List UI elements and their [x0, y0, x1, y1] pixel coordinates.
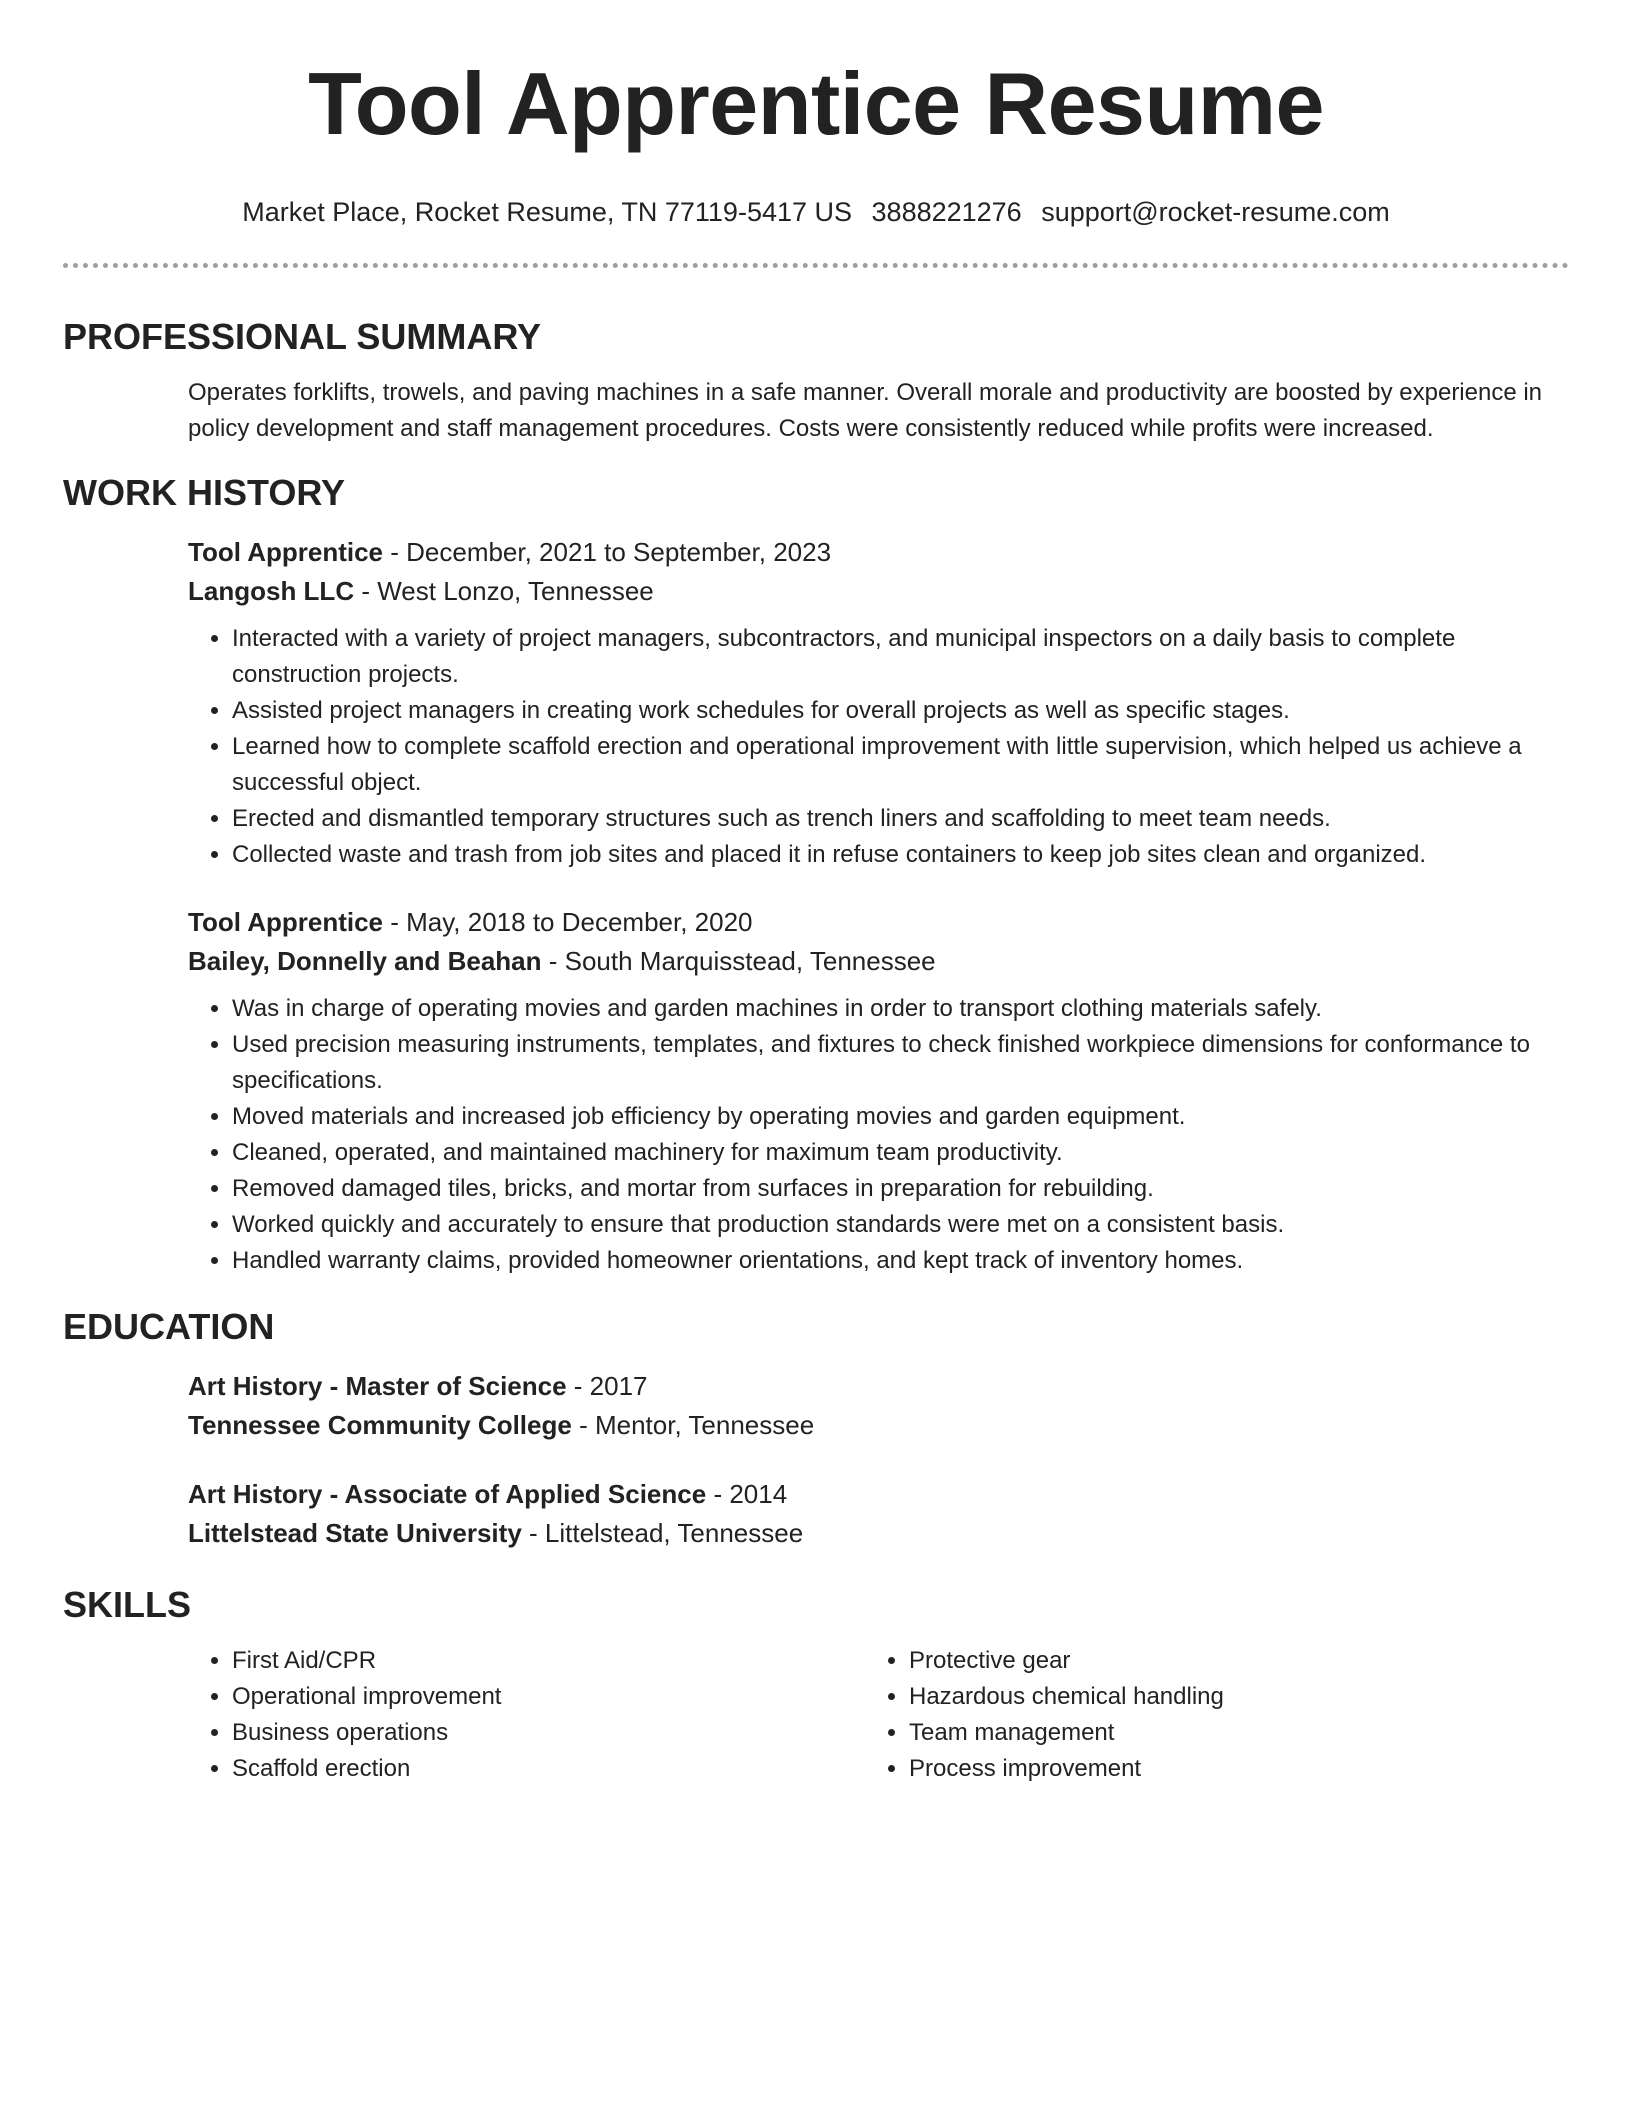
header-divider: [63, 263, 1569, 268]
list-item: • Cleaned, operated, and maintained machinery for maximum team productivity.: [232, 1135, 1569, 1171]
education-entry: [188, 1367, 1569, 1445]
list-item: • Assisted project managers in creating work schedules for overall projects as well as specific stages.: [232, 693, 1569, 729]
job-company-line: [188, 942, 1569, 981]
school-name: Tennessee Community College: [188, 1410, 572, 1440]
list-item: • Interacted with a variety of project managers, subcontractors, and municipal inspectors on a daily basis to complete construction projects.: [232, 621, 1569, 693]
work-history-heading: WORK HISTORY: [63, 472, 346, 513]
school-line: [188, 1514, 1569, 1553]
job-company: Langosh LLC: [188, 576, 355, 606]
job-company-line: [188, 572, 1569, 611]
list-item: • Handled warranty claims, provided homeowner orientations, and kept track of inventory homes.: [232, 1243, 1569, 1279]
skills-column-left: [188, 1643, 865, 1787]
degree-year: - 2017: [573, 1371, 648, 1401]
list-item: • Scaffold erection: [232, 1751, 865, 1787]
job-title-line: [188, 903, 1569, 942]
list-item: • Operational improvement: [232, 1679, 865, 1715]
list-item: • First Aid/CPR: [232, 1643, 865, 1679]
contact-email: support@rocket-resume.com: [1041, 197, 1390, 227]
summary-heading: PROFESSIONAL SUMMARY: [63, 316, 542, 357]
skills-section: [188, 1643, 1569, 1787]
job-bullets: [188, 621, 1569, 873]
degree-name: Art History - Master of Science: [188, 1371, 567, 1401]
degree-year: - 2014: [713, 1479, 788, 1509]
job-title: Tool Apprentice: [188, 907, 383, 937]
job-dates: - December, 2021 to September, 2023: [390, 537, 832, 567]
job-dates: - May, 2018 to December, 2020: [390, 907, 753, 937]
job-company: Bailey, Donnelly and Beahan: [188, 946, 542, 976]
list-item: • Removed damaged tiles, bricks, and mortar from surfaces in preparation for rebuilding.: [232, 1171, 1569, 1207]
education-heading: EDUCATION: [63, 1306, 275, 1347]
job-location: - South Marquisstead, Tennessee: [548, 946, 936, 976]
list-item: • Erected and dismantled temporary structures such as trench liners and scaffolding to meet team needs.: [232, 801, 1569, 837]
job-title-line: [188, 533, 1569, 572]
contact-phone: 3888221276: [871, 197, 1022, 227]
school-location: - Mentor, Tennessee: [579, 1410, 815, 1440]
school-location: - Littelstead, Tennessee: [529, 1518, 804, 1548]
skills-column-right: [865, 1643, 1542, 1787]
list-item: • Team management: [909, 1715, 1542, 1751]
list-item: • Collected waste and trash from job sites and placed it in refuse containers to keep job sites clean and organized.: [232, 837, 1569, 873]
summary-text: Operates forklifts, trowels, and paving machines in a safe manner. Overall morale and productivity are boosted by experience in policy development and staff management procedures. Costs were consistently reduced while profits were increased.: [188, 379, 1543, 442]
contact-line: [63, 194, 1569, 230]
list-item: • Process improvement: [909, 1751, 1542, 1787]
list-item: • Worked quickly and accurately to ensure that production standards were met on a consistent basis.: [232, 1207, 1569, 1243]
degree-line: [188, 1475, 1569, 1514]
job-title: Tool Apprentice: [188, 537, 383, 567]
education-entry: [188, 1475, 1569, 1553]
list-item: • Moved materials and increased job efficiency by operating movies and garden equipment.: [232, 1099, 1569, 1135]
resume-title: Tool Apprentice Resume: [308, 54, 1324, 153]
skills-list-right: [865, 1643, 1542, 1787]
summary-section: [188, 375, 1569, 447]
job-bullets: [188, 991, 1569, 1279]
job-entry: [188, 903, 1569, 1279]
list-item: • Protective gear: [909, 1643, 1542, 1679]
list-item: • Used precision measuring instruments, templates, and fixtures to check finished workpiece dimensions for conformance to specifications.: [232, 1027, 1569, 1099]
job-entry: [188, 533, 1569, 873]
school-name: Littelstead State University: [188, 1518, 522, 1548]
list-item: • Was in charge of operating movies and garden machines in order to transport clothing materials safely.: [232, 991, 1569, 1027]
skills-list-left: [188, 1643, 865, 1787]
list-item: • Business operations: [232, 1715, 865, 1751]
list-item: • Hazardous chemical handling: [909, 1679, 1542, 1715]
contact-address: Market Place, Rocket Resume, TN 77119-5417 US: [242, 197, 853, 227]
list-item: • Learned how to complete scaffold erection and operational improvement with little supervision, which helped us achieve a successful object.: [232, 729, 1569, 801]
skills-heading: SKILLS: [63, 1584, 192, 1625]
school-line: [188, 1406, 1569, 1445]
degree-name: Art History - Associate of Applied Science: [188, 1479, 707, 1509]
degree-line: [188, 1367, 1569, 1406]
job-location: - West Lonzo, Tennessee: [361, 576, 654, 606]
